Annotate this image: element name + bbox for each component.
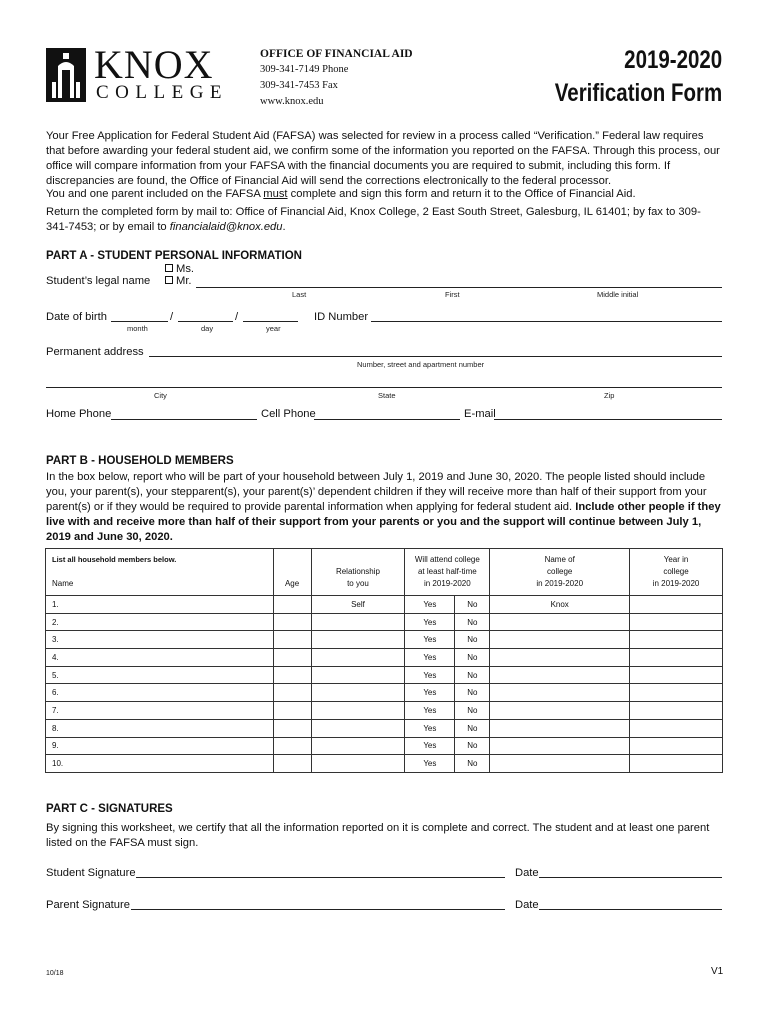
- row-relationship-cell[interactable]: [311, 702, 405, 720]
- row-college-cell[interactable]: [490, 737, 630, 755]
- row-year-cell[interactable]: [630, 666, 723, 684]
- day-caption: day: [201, 324, 214, 333]
- row-age-cell[interactable]: [273, 596, 311, 614]
- table-row: [46, 684, 723, 702]
- row-year-cell[interactable]: [630, 631, 723, 649]
- row-year-cell[interactable]: [630, 755, 723, 773]
- id-number-label: ID Number: [314, 311, 369, 323]
- month-caption: month: [127, 324, 148, 333]
- version-label: V1: [711, 966, 724, 977]
- intro-must-complete: You and one parent included on the FAFSA must complete and sign this form and return it to the Office of Financial Aid.: [46, 188, 636, 200]
- row-relationship-cell[interactable]: [311, 737, 405, 755]
- first-caption: First: [445, 290, 460, 299]
- row-age-cell[interactable]: [273, 719, 311, 737]
- table-row: [46, 719, 723, 737]
- row-college-cell[interactable]: [490, 684, 630, 702]
- row-relationship-cell[interactable]: [311, 719, 405, 737]
- title-form: Verification Form: [554, 79, 722, 107]
- row-age-cell[interactable]: [273, 649, 311, 667]
- city-caption: City: [154, 391, 167, 400]
- row-yes-option[interactable]: Yes: [405, 666, 455, 684]
- row-yes-option[interactable]: Yes: [405, 613, 455, 631]
- email-link[interactable]: financialaid@knox.edu: [169, 221, 283, 233]
- student-signature-label: Student Signature: [46, 867, 136, 879]
- row-no-option[interactable]: No: [455, 613, 490, 631]
- dob-month-field[interactable]: [111, 321, 168, 322]
- table-row: [46, 666, 723, 684]
- row-relationship-cell[interactable]: [311, 631, 405, 649]
- col-relationship-header: Relationship to you: [311, 549, 405, 596]
- city-state-zip-field[interactable]: [46, 387, 722, 388]
- row-college-cell[interactable]: [490, 631, 630, 649]
- row-no-option[interactable]: No: [455, 596, 490, 614]
- row-college-cell[interactable]: [490, 755, 630, 773]
- row-no-option[interactable]: No: [455, 631, 490, 649]
- intro-paragraph: Your Free Application for Federal Student Aid (FAFSA) was selected for review in a process called “Verification.” Federal law requires that before awarding your federal student aid, we confirm some of the information you reported on the FAFSA. Through this process, our office will compare information from your FAFSA with the financial documents you are required to submit, including this form. If discrepancies are found, the Office of Financial Aid will send the corrections electronically to the federal processor.: [46, 130, 720, 187]
- last-caption: Last: [292, 290, 307, 299]
- parent-date-label: Date: [515, 899, 539, 911]
- row-college-cell[interactable]: [490, 649, 630, 667]
- student-signature-field[interactable]: [136, 877, 505, 878]
- row-year-cell[interactable]: [630, 596, 723, 614]
- col-year-header: Year in college in 2019-2020: [630, 549, 723, 596]
- table-row: [46, 631, 723, 649]
- part-b-heading: PART B - HOUSEHOLD MEMBERS: [46, 455, 234, 467]
- household-table: [45, 548, 723, 773]
- home-phone-label: Home Phone: [46, 408, 112, 420]
- row-no-option[interactable]: No: [455, 649, 490, 667]
- row-college-cell[interactable]: [490, 613, 630, 631]
- middle-caption: Middle initial: [597, 290, 639, 299]
- row-college-cell[interactable]: [490, 719, 630, 737]
- row-relationship-cell[interactable]: Self: [311, 596, 405, 614]
- row-age-cell[interactable]: [273, 755, 311, 773]
- bell-tower-icon: [46, 48, 86, 102]
- row-name-cell[interactable]: 10.: [46, 755, 274, 773]
- row-no-option[interactable]: No: [455, 737, 490, 755]
- logo-college: COLLEGE: [96, 82, 229, 103]
- row-no-option[interactable]: No: [455, 666, 490, 684]
- row-relationship-cell[interactable]: [311, 755, 405, 773]
- row-age-cell[interactable]: [273, 702, 311, 720]
- perm-address-label: Permanent address: [46, 346, 144, 358]
- row-college-cell[interactable]: [490, 666, 630, 684]
- salutation-ms[interactable]: Ms.: [165, 263, 194, 275]
- row-yes-option[interactable]: Yes: [405, 719, 455, 737]
- row-yes-option[interactable]: Yes: [405, 755, 455, 773]
- row-yes-option[interactable]: Yes: [405, 631, 455, 649]
- row-name-cell[interactable]: 8.: [46, 719, 274, 737]
- part-a-heading: PART A - STUDENT PERSONAL INFORMATION: [46, 250, 302, 262]
- row-name-cell[interactable]: 2.: [46, 613, 274, 631]
- table-row: [46, 737, 723, 755]
- row-relationship-cell[interactable]: [311, 666, 405, 684]
- must-underline: must: [263, 188, 288, 200]
- row-name-cell[interactable]: 6.: [46, 684, 274, 702]
- row-relationship-cell[interactable]: [311, 684, 405, 702]
- row-yes-option[interactable]: Yes: [405, 737, 455, 755]
- col-attend-header: Will attend college at least half-time in 2019-2020: [405, 549, 490, 596]
- student-date-field[interactable]: [539, 877, 722, 878]
- legal-name-label: Student’s legal name: [46, 275, 151, 287]
- row-name-cell[interactable]: 3.: [46, 631, 274, 649]
- row-year-cell[interactable]: [630, 719, 723, 737]
- mr-checkbox[interactable]: [165, 276, 173, 284]
- table-row: [46, 596, 723, 614]
- row-age-cell[interactable]: [273, 737, 311, 755]
- street-field[interactable]: [149, 356, 722, 357]
- col-college-header: Name of college in 2019-2020: [490, 549, 630, 596]
- part-c-heading: PART C - SIGNATURES: [46, 803, 173, 815]
- dob-slash-2: /: [235, 311, 239, 323]
- parent-signature-label: Parent Signature: [46, 899, 130, 911]
- cell-phone-field[interactable]: [314, 419, 460, 420]
- home-phone-field[interactable]: [111, 419, 257, 420]
- row-no-option[interactable]: No: [455, 755, 490, 773]
- row-yes-option[interactable]: Yes: [405, 596, 455, 614]
- office-web: www.knox.edu: [260, 96, 324, 107]
- year-caption: year: [266, 324, 281, 333]
- row-no-option[interactable]: No: [455, 719, 490, 737]
- table-row: [46, 702, 723, 720]
- row-yes-option[interactable]: Yes: [405, 702, 455, 720]
- col-age-header: Age: [273, 549, 311, 596]
- street-caption: Number, street and apartment number: [357, 360, 485, 369]
- row-relationship-cell[interactable]: [311, 613, 405, 631]
- part-c-text: By signing this worksheet, we certify that all the information reported on it is complete and correct. The student and at least one parent listed on the FAFSA must sign.: [46, 822, 710, 849]
- email-field[interactable]: [494, 419, 722, 420]
- legal-name-field[interactable]: [196, 287, 722, 288]
- dob-slash-1: /: [170, 311, 174, 323]
- table-row: [46, 755, 723, 773]
- row-name-cell[interactable]: 4.: [46, 649, 274, 667]
- parent-date-field[interactable]: [539, 909, 722, 910]
- revision-date: 10/18: [46, 970, 64, 977]
- ms-checkbox[interactable]: [165, 264, 173, 272]
- row-year-cell[interactable]: [630, 613, 723, 631]
- cell-phone-label: Cell Phone: [261, 408, 316, 420]
- row-age-cell[interactable]: [273, 684, 311, 702]
- row-name-cell[interactable]: 7.: [46, 702, 274, 720]
- form-title: [555, 44, 722, 110]
- dob-label: Date of birth: [46, 311, 107, 323]
- row-relationship-cell[interactable]: [311, 649, 405, 667]
- row-name-cell[interactable]: 1.: [46, 596, 274, 614]
- row-year-cell[interactable]: [630, 684, 723, 702]
- parent-signature-field[interactable]: [131, 909, 505, 910]
- row-no-option[interactable]: No: [455, 702, 490, 720]
- row-yes-option[interactable]: Yes: [405, 649, 455, 667]
- title-year: 2019-2020: [623, 46, 722, 74]
- col-name-header: List all household members below. Name: [46, 549, 274, 596]
- part-b-text: In the box below, report who will be part of your household between July 1, 2019 and June 30, 2020. The people listed should include you, your parent(s), your stepparent(s), your parent(s)’ dependent children if they will receive more than half of their support from your parent(s) or if they would be required to provide parental information when applying for federal student aid. Include other people if they live with and receive more than half of their support from your parents or you and the support will continue between July 1, 2019 and June 30, 2020.: [46, 471, 721, 543]
- row-age-cell[interactable]: [273, 666, 311, 684]
- zip-caption: Zip: [604, 391, 615, 400]
- college-logo: [46, 42, 246, 104]
- row-college-cell[interactable]: Knox: [490, 596, 630, 614]
- dob-year-field[interactable]: [243, 321, 298, 322]
- dob-day-field[interactable]: [178, 321, 233, 322]
- logo-knox: KNOX: [94, 42, 214, 87]
- office-block: [260, 46, 413, 110]
- table-row: [46, 613, 723, 631]
- row-year-cell[interactable]: [630, 737, 723, 755]
- id-number-field[interactable]: [371, 321, 722, 322]
- email-label: E-mail: [464, 408, 496, 420]
- row-name-cell[interactable]: 9.: [46, 737, 274, 755]
- salutation-mr[interactable]: Mr.: [165, 275, 192, 287]
- row-no-option[interactable]: No: [455, 684, 490, 702]
- office-fax: 309-341-7453 Fax: [260, 80, 338, 91]
- row-age-cell[interactable]: [273, 613, 311, 631]
- intro-return: Return the completed form by mail to: Office of Financial Aid, Knox College, 2 East South Street, Galesburg, IL 61401; by fax to 309-341-7453; or by email to financialaid@knox.edu.: [46, 206, 701, 233]
- row-year-cell[interactable]: [630, 702, 723, 720]
- office-name: OFFICE OF FINANCIAL AID: [260, 48, 413, 60]
- table-header-row: [46, 549, 723, 596]
- row-college-cell[interactable]: [490, 702, 630, 720]
- table-row: [46, 649, 723, 667]
- state-caption: State: [378, 391, 396, 400]
- row-year-cell[interactable]: [630, 649, 723, 667]
- row-yes-option[interactable]: Yes: [405, 684, 455, 702]
- office-phone: 309-341-7149 Phone: [260, 64, 349, 75]
- student-date-label: Date: [515, 867, 539, 879]
- row-name-cell[interactable]: 5.: [46, 666, 274, 684]
- row-age-cell[interactable]: [273, 631, 311, 649]
